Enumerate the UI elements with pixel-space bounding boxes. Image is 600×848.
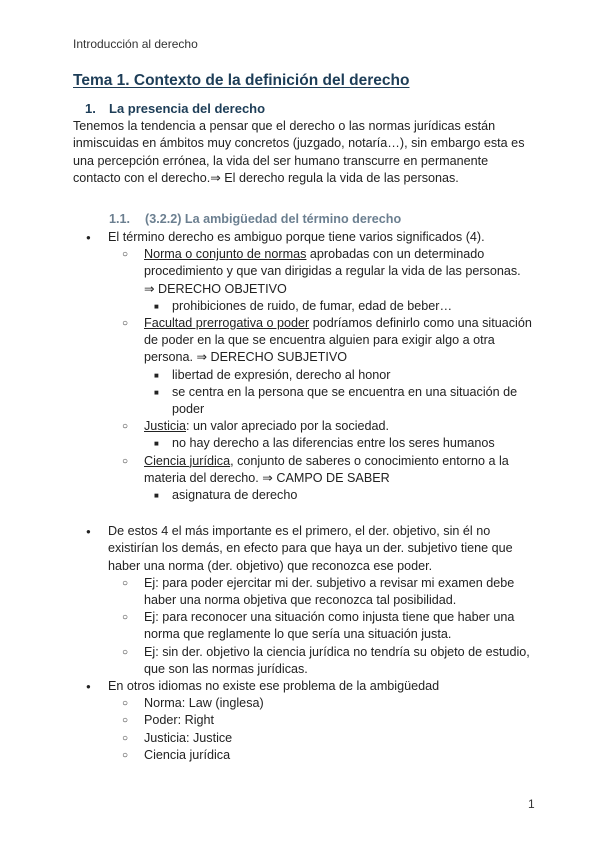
section-number: 1.	[85, 101, 96, 116]
term-ciencia: Ciencia jurídica	[144, 453, 231, 468]
language-item: ○ Ciencia jurídica	[108, 747, 533, 764]
example-item: ■ no hay derecho a las diferencias entre los seres humanos	[144, 435, 533, 452]
subsection-number: 1.1.	[109, 212, 131, 226]
term-facultad: Facultad prerrogativa o poder	[144, 316, 310, 331]
meaning-justicia	[108, 418, 533, 452]
examples-list	[144, 435, 533, 452]
main-bullet-list	[73, 229, 533, 764]
meanings-list	[108, 246, 533, 504]
examples-list	[144, 298, 533, 315]
example-item: ■ se centra en la persona que se encuentra en una situación de poder	[144, 384, 533, 418]
meaning-text: aprobadas con un determinado procedimiento y que van dirigidas a regular la vida de las personas. ⇒ DERECHO OBJETIVO	[144, 247, 521, 296]
bullet-languages	[73, 678, 533, 764]
sub-example: ○ Ej: para poder ejercitar mi der. subjetivo a revisar mi examen debe haber una norma objetiva que reconozca tal posibilidad.	[108, 575, 533, 609]
language-item: ○ Justicia: Justice	[108, 730, 533, 747]
sub-example: ○ Ej: para reconocer una situación como injusta tiene que haber una norma que reglamente lo que sería una situación justa.	[108, 609, 533, 643]
bullet-importance	[73, 523, 533, 678]
example-item: ■ asignatura de derecho	[144, 487, 533, 504]
sub-example: ○ Ej: sin der. objetivo la ciencia jurídica no tendría su objeto de estudio, que son las normas jurídicas.	[108, 644, 533, 678]
meaning-text: , conjunto de saberes o conocimiento entorno a la materia del derecho. ⇒ CAMPO DE SABER	[144, 453, 509, 485]
term-justicia: Justicia	[144, 419, 186, 434]
language-item: ○ Poder: Right	[108, 712, 533, 729]
bullet-ambiguity	[73, 229, 533, 504]
languages-sublist	[108, 695, 533, 764]
examples-sublist	[108, 575, 533, 678]
language-item: ○ Norma: Law (inglesa)	[108, 695, 533, 712]
bullet-text: El término derecho es ambiguo porque tiene varios significados (4).	[108, 230, 485, 244]
bullet-list-area	[73, 229, 533, 764]
meaning-text: podríamos definirlo como una situación de poder en la que se encuentra alguien para exigir algo a otra persona. ⇒ DERECHO SUBJETIVO	[144, 316, 532, 365]
bullet-text: En otros idiomas no existe ese problema de la ambigüedad	[108, 679, 440, 694]
subsection-title: (3.2.2) La ambigüedad del término derecho	[145, 212, 402, 226]
page-number: 1	[528, 797, 535, 811]
meaning-ciencia	[108, 453, 533, 505]
intro-paragraph: Tenemos la tendencia a pensar que el derecho o las normas jurídicas están inmiscuidas en ámbitos muy concretos (juzgado, notaría…), sin embargo esta es una percepción errónea, la vida del ser humano transcurre en permanente contacto con el derecho.⇒ El derecho regula la vida de las personas.	[73, 119, 525, 186]
meaning-facultad	[108, 315, 533, 418]
page-header: Introducción al derecho	[73, 37, 198, 51]
meaning-text: : un valor apreciado por la sociedad.	[186, 419, 390, 434]
section-heading	[85, 101, 265, 116]
bullet-text: De estos 4 el más importante es el primero, el der. objetivo, sin él no existirían los demás, en efecto para que haya un der. subjetivo tiene que haber una norma (der. objetivo) que reconozca ese poder.	[108, 524, 513, 573]
examples-list	[144, 367, 533, 419]
example-item: ■ prohibiciones de ruido, de fumar, edad de beber…	[144, 298, 533, 315]
example-item: ■ libertad de expresión, derecho al honor	[144, 367, 533, 384]
meaning-norma	[108, 246, 533, 315]
page-title: Tema 1. Contexto de la definición del derecho	[73, 72, 410, 89]
subsection-heading	[109, 212, 401, 226]
section-title: La presencia del derecho	[109, 101, 266, 116]
term-norma: Norma o conjunto de normas	[144, 247, 307, 262]
examples-list	[144, 487, 533, 504]
